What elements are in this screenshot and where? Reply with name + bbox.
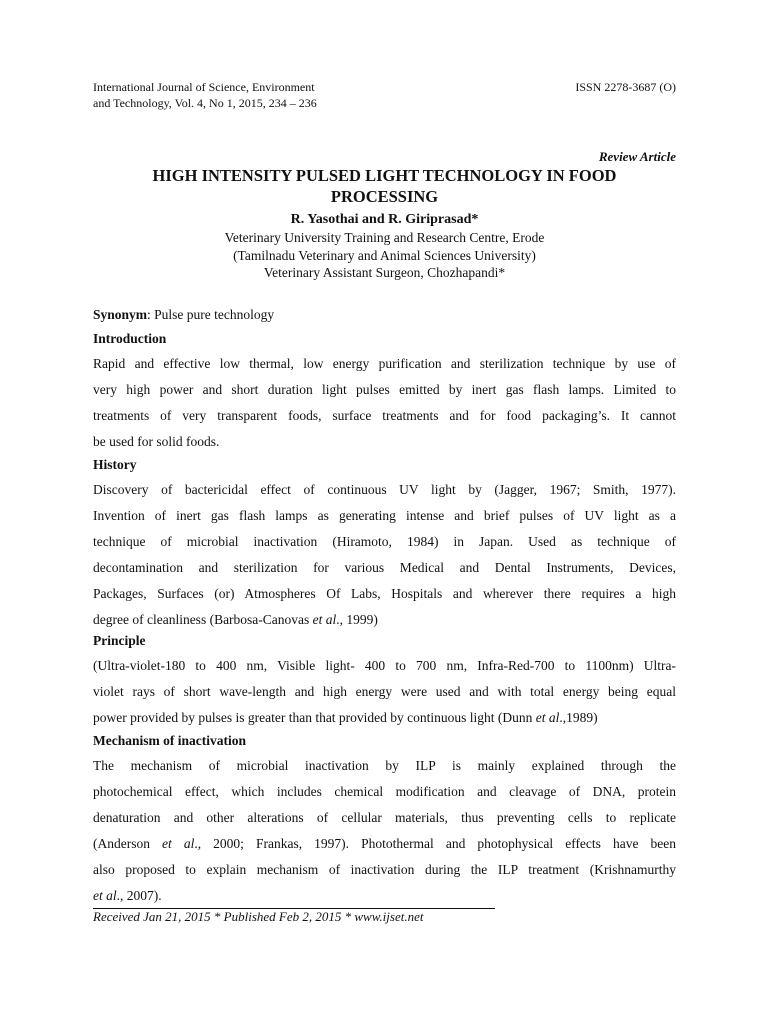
synonym (93, 306, 676, 323)
paragraph-history (93, 477, 676, 633)
text-line (93, 705, 676, 731)
heading-mechanism: Mechanism of inactivation (93, 733, 246, 748)
text-line: violet rays of short wave-length and high energy were used and with total energy being equal (93, 684, 676, 699)
paragraph-mechanism (93, 753, 676, 909)
section-mechanism (93, 732, 676, 909)
synonym-label: Synonym (93, 307, 148, 322)
text-line (93, 831, 676, 857)
et-al: et al (535, 710, 560, 725)
synonym-text: : Pulse pure technology (147, 307, 275, 322)
text-line (93, 607, 676, 633)
heading-history: History (93, 457, 137, 472)
journal-citation (93, 79, 493, 111)
authors: R. Yasothai and R. Giriprasad* (290, 212, 479, 227)
text-fragment: ., 2007). (116, 888, 162, 903)
text-line: photochemical effect, which includes chemical modification and cleavage of DNA, protein (93, 784, 676, 799)
text-line: Invention of inert gas flash lamps as generating intense and brief pulses of UV light as a (93, 508, 676, 523)
text-line: decontamination and sterilization for various Medical and Dental Instruments, Devices, (93, 560, 676, 575)
text-line: very high power and short duration light pulses emitted by inert gas flash lamps. Limited to (93, 382, 676, 397)
text-line: (Ultra-violet-180 to 400 nm, Visible light- 400 to 700 nm, Infra-Red-700 to 1100nm) Ultra- (93, 658, 676, 673)
et-al: et al (312, 612, 337, 627)
text-line: denaturation and other alterations of cellular materials, thus preventing cells to replicate (93, 810, 676, 825)
text-fragment: (Anderson (93, 836, 163, 851)
affiliation-1: Veterinary University Training and Research Centre, Erode (224, 230, 545, 245)
text-line: also proposed to explain mechanism of inactivation during the ILP treatment (Krishnamurthy (93, 862, 676, 877)
text-line: Rapid and effective low thermal, low energy purification and sterilization technique by use of (93, 356, 676, 371)
section-introduction (93, 330, 676, 455)
affiliation-2: (Tamilnadu Veterinary and Animal Sciences University) (233, 247, 536, 263)
received-published-footer: Received Jan 21, 2015 * Published Feb 2, 2015 * www.ijset.net (93, 909, 424, 924)
paper-page (93, 0, 676, 1024)
text-fragment: ., 1999) (336, 612, 378, 627)
issn: ISSN 2278-3687 (O) (575, 80, 676, 94)
section-principle (93, 632, 676, 731)
heading-introduction: Introduction (93, 331, 167, 346)
text-line: Discovery of bactericidal effect of continuous UV light by (Jagger, 1967; Smith, 1977). (93, 482, 676, 497)
text-fragment: degree of cleanliness (Barbosa-Canovas (93, 612, 313, 627)
text-line: technique of microbial inactivation (Hiramoto, 1984) in Japan. Used as technique of (93, 534, 676, 549)
paragraph-principle (93, 653, 676, 731)
title-line-1: HIGH INTENSITY PULSED LIGHT TECHNOLOGY IN FOOD (152, 166, 617, 185)
text-line (93, 883, 676, 909)
text-line: Packages, Surfaces (or) Atmospheres Of Labs, Hospitals and wherever there requires a high (93, 586, 676, 601)
text-fragment: .,1989) (559, 710, 598, 725)
title-line-2: PROCESSING (330, 187, 439, 206)
et-al: et al (162, 836, 195, 851)
text-line: treatments of very transparent foods, surface treatments and for food packaging’s. It cannot (93, 408, 676, 423)
text-fragment: power provided by pulses is greater than that provided by continuous light (Dunn (93, 710, 536, 725)
text-line: The mechanism of microbial inactivation by ILP is mainly explained through the (93, 758, 676, 773)
heading-principle: Principle (93, 633, 146, 648)
section-history (93, 456, 676, 633)
journal-line-1: International Journal of Science, Environment (93, 80, 315, 94)
text-fragment: ., 2000; Frankas, 1997). Photothermal and photophysical effects have been (194, 836, 677, 851)
text-line: be used for solid foods. (93, 434, 220, 449)
article-type: Review Article (598, 149, 676, 164)
et-al: et al (93, 888, 117, 903)
paragraph-introduction (93, 351, 676, 455)
affiliation-3: Veterinary Assistant Surgeon, Chozhapandi* (263, 265, 506, 280)
paper-title (93, 165, 676, 207)
journal-line-2: and Technology, Vol. 4, No 1, 2015, 234 – 236 (93, 96, 317, 110)
affiliations (93, 229, 676, 282)
